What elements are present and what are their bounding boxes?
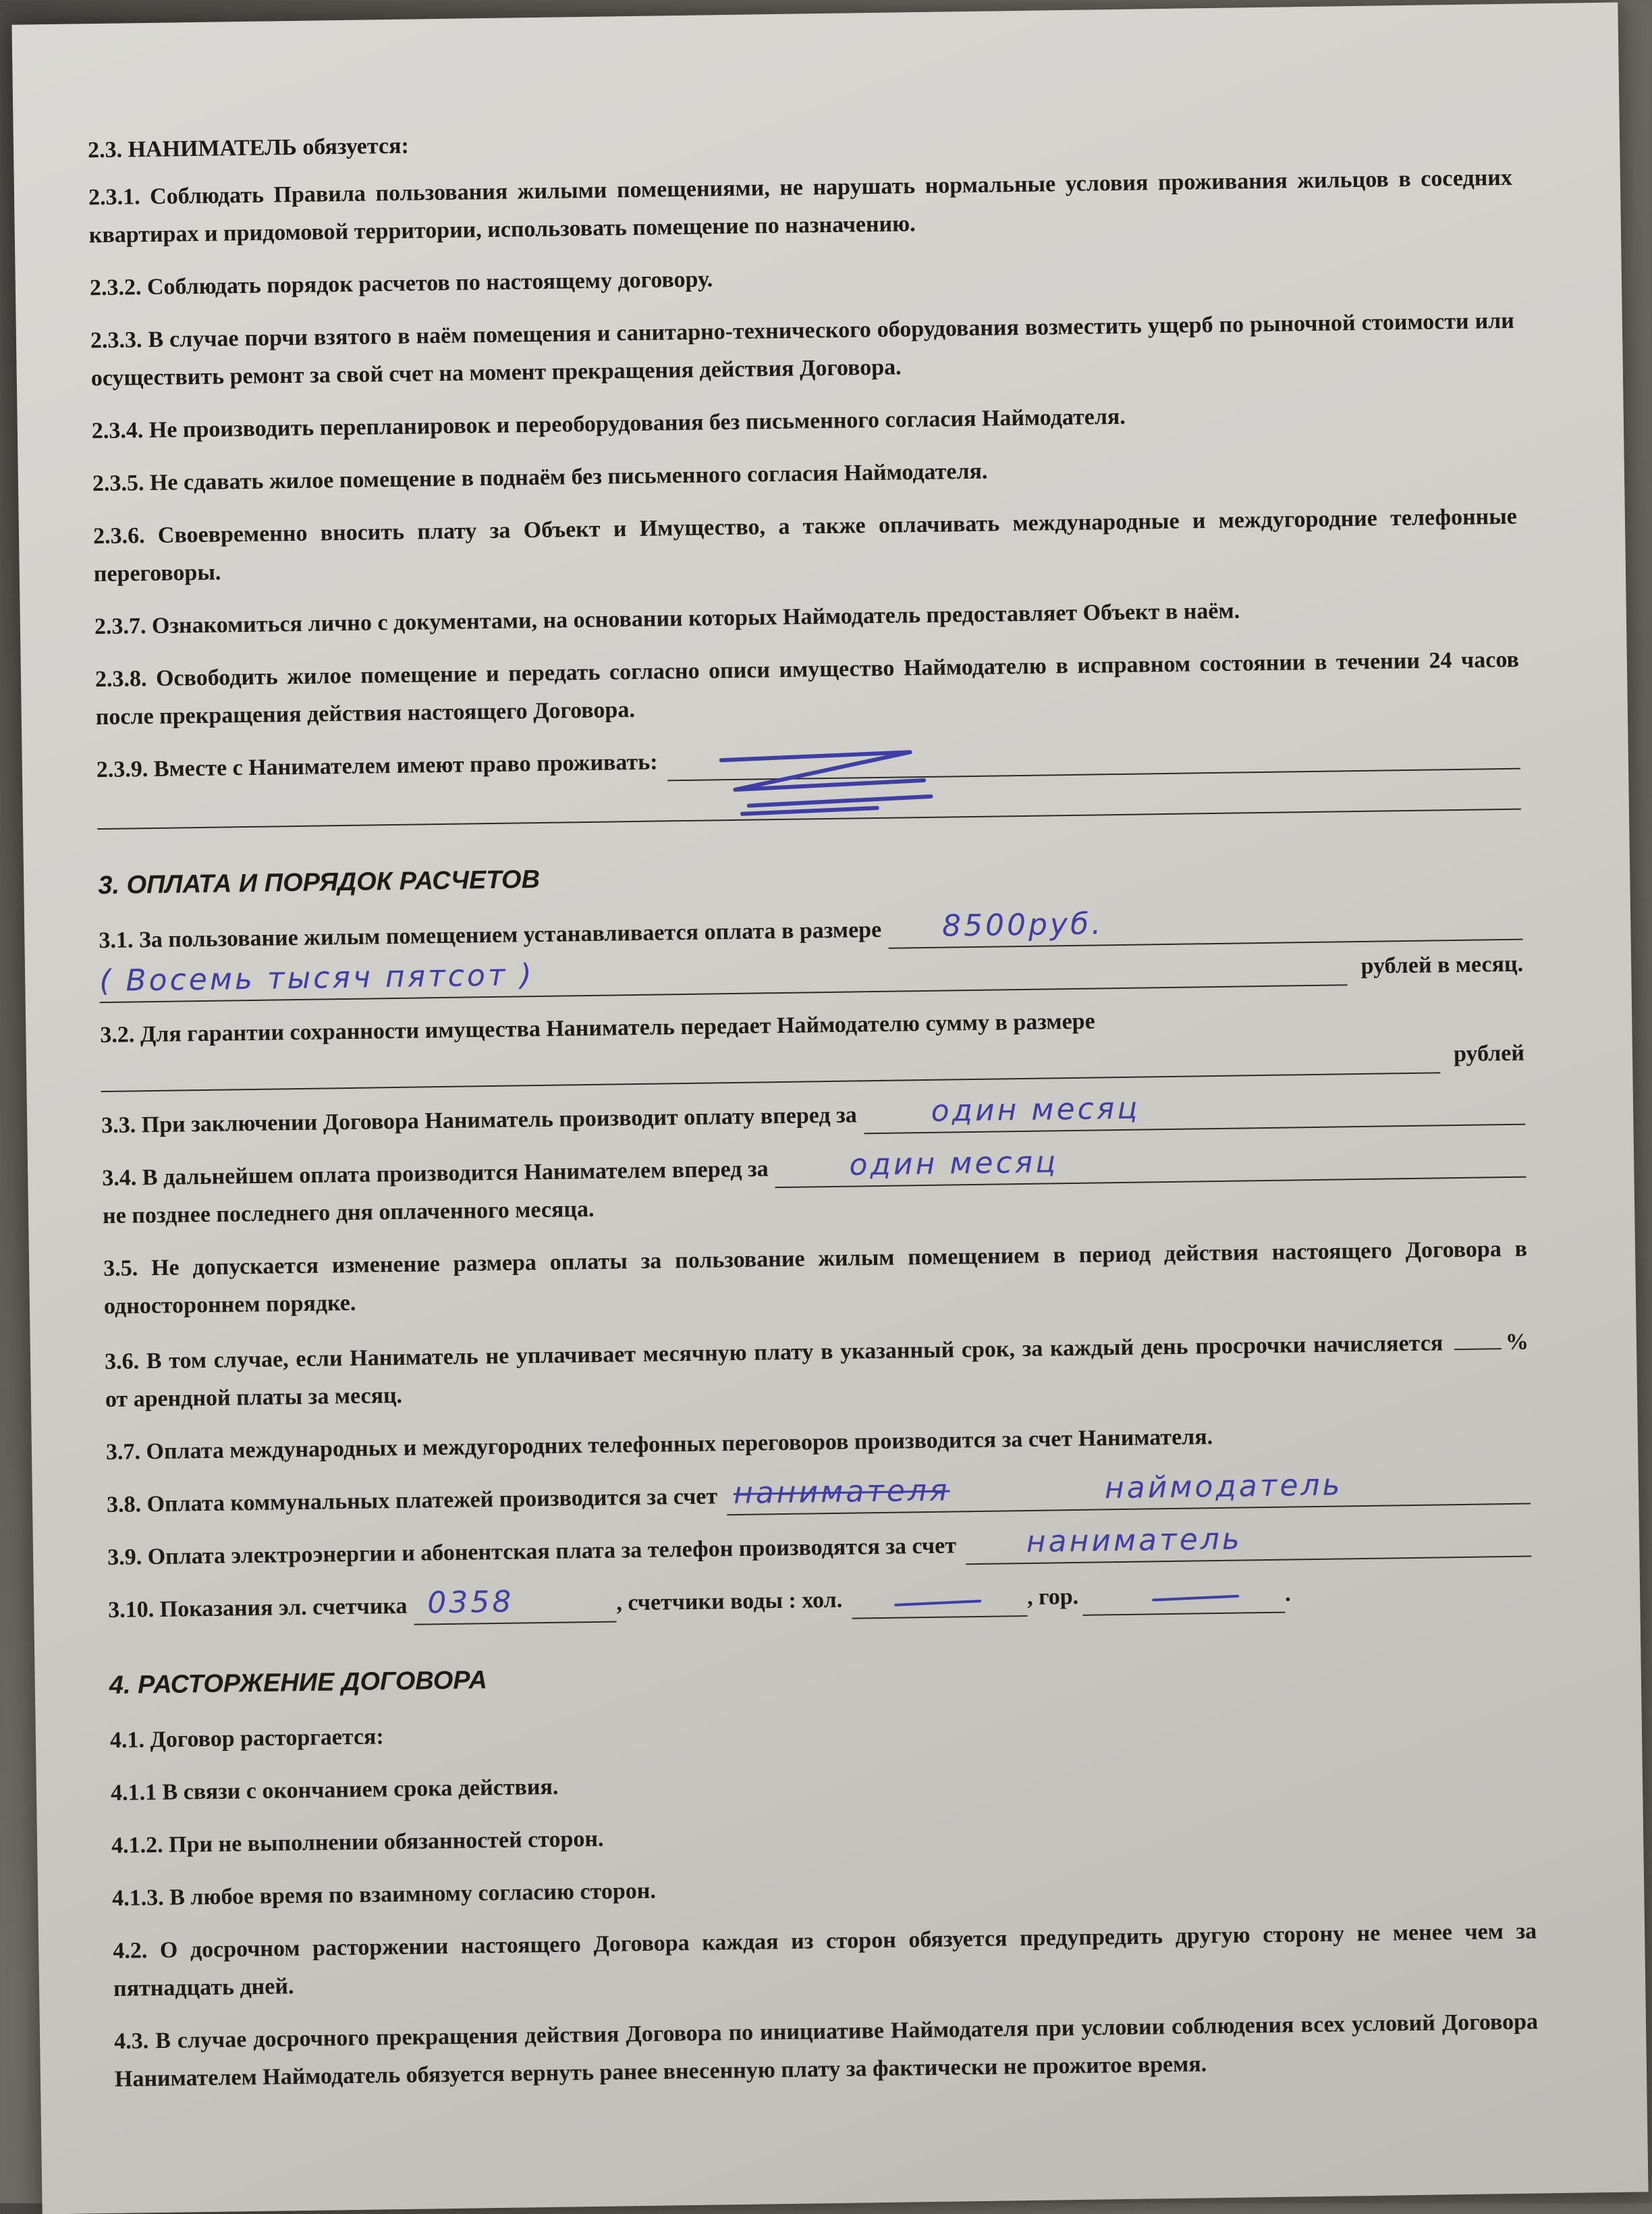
advance-period-field[interactable] bbox=[864, 1091, 1526, 1135]
clause-2-3-3: 2.3.3. В случае порчи взятого в наём помещения и санитарно-технического оборудования возместить ущерб по рыночной стоимости или осуществить ремонт за свой счет на момент прекращения действия Договора. bbox=[90, 308, 1515, 392]
clause-2-3-6: 2.3.6. Своевременно вносить плату за Объект и Имущество, а также оплачивать международные и междугородние телефонные переговоры. bbox=[92, 504, 1518, 587]
section-4-heading: 4. РАСТОРЖЕНИЕ ДОГОВОРА bbox=[109, 1666, 488, 1700]
clause-3-10-end: . bbox=[1284, 1581, 1291, 1606]
electricity-payer-handwriting: наниматель bbox=[1026, 1521, 1243, 1559]
clause-3-10-label: 3.10. Показания эл. счетчика bbox=[108, 1593, 408, 1623]
penalty-percent-field[interactable] bbox=[1454, 1321, 1502, 1350]
clause-2-3-5: 2.3.5. Не сдавать жилое помещение в поднаём без письменного согласия Наймодателя. bbox=[92, 458, 988, 497]
hot-water-dash-mark bbox=[1150, 1590, 1244, 1605]
contract-content bbox=[88, 112, 1539, 2113]
clause-3-9-label: 3.9. Оплата электроэнергии и абонентская плата за телефон производятся за счет bbox=[107, 1533, 957, 1571]
clause-3-9 bbox=[107, 1519, 1532, 1577]
clause-4-1: 4.1. Договор расторгается: bbox=[109, 1724, 384, 1753]
hot-water-meter-label: , гор. bbox=[1026, 1584, 1079, 1610]
deposit-amount-field[interactable] bbox=[101, 1045, 1440, 1092]
clause-3-1-label: 3.1. За пользование жилым помещением устанавливается оплата в размере bbox=[99, 917, 882, 954]
clause-3-10 bbox=[108, 1572, 1533, 1629]
clause-3-3-label: 3.3. При заключении Договора Наниматель производит оплату вперед за bbox=[101, 1102, 857, 1139]
clause-3-1-suffix: рублей в месяц. bbox=[1360, 951, 1524, 979]
clause-4-1-2: 4.1.2. При не выполнении обязанностей сторон. bbox=[111, 1826, 604, 1858]
electricity-payer-field[interactable] bbox=[966, 1521, 1532, 1565]
water-meter-label: , счетчики воды : хол. bbox=[616, 1587, 843, 1616]
electric-meter-handwriting: 0358 bbox=[426, 1584, 514, 1621]
clause-2-3-7: 2.3.7. Ознакомиться лично с документами, на основании которых Наймодатель предоставляет Объект в наём. bbox=[94, 598, 1240, 640]
clause-4-3: 4.3. В случае досрочного прекращения действия Договора по инициативе Наймодателя при условии соблюдения всех условий Договора Нанимателем Наймодатель обязуется вернуть ранее внесенную плату за фактически не прожитое время. bbox=[113, 2009, 1539, 2092]
section-2-3-heading: 2.3. НАНИМАТЕЛЬ обязуется: bbox=[87, 133, 410, 163]
clause-2-3-4: 2.3.4. Не производить перепланировок и переоборудования без письменного согласия Наймодателя. bbox=[91, 404, 1126, 444]
contract-page bbox=[11, 3, 1648, 2214]
advance-period-handwriting: один месяц bbox=[931, 1091, 1140, 1129]
clause-3-4-tail: не позднее последнего дня оплаченного месяца. bbox=[102, 1196, 595, 1229]
clause-4-1-3: 4.1.3. В любое время по взаимному согласию сторон. bbox=[111, 1878, 657, 1911]
clause-3-3 bbox=[101, 1087, 1526, 1145]
clause-2-3-1: 2.3.1. Соблюдать Правила пользования жилыми помещениями, не нарушать нормальные условия проживания жильцов в соседних квартирах и придомовой территории, использовать помещение по назначению. bbox=[88, 165, 1513, 248]
rent-words-handwriting: ( Восемь тысяч пятсот ) bbox=[99, 958, 534, 999]
utilities-payer-field[interactable] bbox=[727, 1467, 1531, 1516]
clause-3-2-suffix: рублей bbox=[1453, 1040, 1525, 1067]
clause-3-6 bbox=[105, 1321, 1529, 1419]
utilities-payer-handwriting: наймодатель bbox=[1104, 1467, 1343, 1506]
section-3-heading: 3. ОПЛАТА И ПОРЯДОК РАСЧЕТОВ bbox=[97, 865, 541, 900]
rent-words-field[interactable] bbox=[99, 957, 1348, 1003]
utilities-payer-struck-handwriting: нанимателя bbox=[733, 1473, 950, 1511]
rent-amount-handwriting: 8500руб. bbox=[941, 907, 1104, 944]
hot-water-meter-field[interactable] bbox=[1082, 1585, 1286, 1616]
clause-2-3-9-label: 2.3.9. Вместе с Нанимателем имеют право проживать: bbox=[96, 749, 658, 783]
clause-3-7: 3.7. Оплата международных и междугородних телефонных переговоров производится за счет Нанимателя. bbox=[105, 1424, 1213, 1465]
clause-3-6-text-b: % от арендной платы за месяц. bbox=[105, 1329, 1529, 1413]
clause-3-8 bbox=[107, 1467, 1531, 1524]
payment-period-handwriting: один месяц bbox=[849, 1145, 1059, 1183]
cold-water-meter-field[interactable] bbox=[852, 1588, 1028, 1619]
electric-meter-field[interactable] bbox=[414, 1584, 617, 1625]
clause-3-6-text-a: 3.6. В том случае, если Наниматель не уплачивает месячную плату в указанный срок, за каждый день просрочки начисляется bbox=[104, 1330, 1443, 1375]
clause-3-8-label: 3.8. Оплата коммунальных платежей производится за счет bbox=[106, 1484, 718, 1518]
clause-3-5: 3.5. Не допускается изменение размера оплаты за пользование жилым помещением в период действия настоящего Договора в одностороннем порядке. bbox=[103, 1236, 1528, 1320]
clause-4-1-1: 4.1.1 В связи с окончанием срока действия. bbox=[110, 1774, 559, 1806]
clause-3-2: 3.2. Для гарантии сохранности имущества Наниматель передает Наймодателю сумму в размере bbox=[100, 1008, 1095, 1048]
clause-2-3-8: 2.3.8. Освободить жилое помещение и передать согласно описи имущество Наймодателю в исправном состоянии в течении 24 часов после прекращения действия настоящего Договора. bbox=[94, 647, 1520, 730]
clause-4-2: 4.2. О досрочном расторжении настоящего Договора каждая из сторон обязуется предупредить другую сторону не менее чем за пятнадцать дней. bbox=[113, 1918, 1537, 2001]
rent-amount-field[interactable] bbox=[888, 907, 1523, 949]
cold-water-dash-mark bbox=[892, 1596, 987, 1611]
clause-3-4-label: 3.4. В дальнейшем оплата производится Нанимателем вперед за bbox=[102, 1156, 769, 1191]
clause-2-3-2: 2.3.2. Соблюдать порядок расчетов по настоящему договору. bbox=[89, 267, 713, 301]
